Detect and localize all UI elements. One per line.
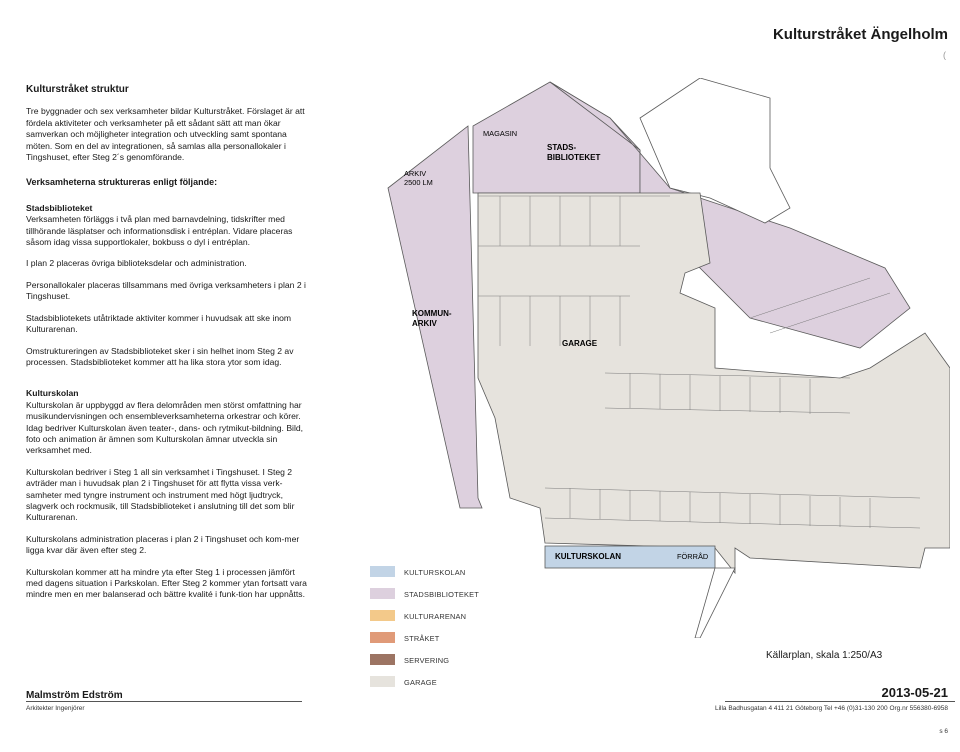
legend-swatch: [370, 654, 395, 665]
text-column: [26, 84, 308, 611]
intro-paragraph: Tre byggnader och sex verksamheter bildar Kulturstråket. Förslaget är att fördela aktiviteter och verksamheter på ett sådant sätt att man ökar samverkan och möjligheter integration och utveckling samt spontana möten. Som en del av integrationen, så samlas alla personallokaler i Tingshuset, efter Steg 2´s genomförande.: [26, 106, 305, 163]
legend-item-kulturskolan: [370, 566, 610, 580]
legend-label: STRÅKET: [404, 634, 440, 643]
legend-swatch: [370, 566, 395, 577]
legend-item-garage: [370, 676, 610, 690]
kulturskolan-paragraph-4: Kulturskolan kommer att ha mindre yta efter Steg 1 i processen jämfört med dagens situation i Parkskolan. Efter Steg 2 kommer ytan fortsatt vara mindre men en mer balanserad och bättre kvalité i funk-tion har uppnåtts.: [26, 566, 307, 600]
legend-item-stadsbiblioteket: [370, 588, 610, 602]
legend-swatch: [370, 610, 395, 621]
document-title: Kulturstråket Ängelholm: [772, 26, 948, 43]
corner-mark: (: [943, 50, 946, 60]
kulturskolan-heading: Kulturskolan: [26, 388, 79, 399]
arkiv-label-line1: ARKIV: [404, 169, 427, 178]
kulturskolan-paragraph-1: Kulturskolan är uppbyggd av flera delområden men störst omfattning har musikundervisningen och ensembleverksamheterna orkestrar och körer. Idag bedriver Kulturskolan även teater-, dans- och rytmikut-bildning. Bild, foto och animation är ämnen som Kulturskolan ämnar utveckla sin verksamhet med.: [26, 399, 304, 456]
kulturskolan-paragraph-2: Kulturskolan bedriver i Steg 1 all sin verksamhet i Tingshuset. I Steg 2 avträder man i huvudsak plan 2 i Tingshuset för att flytta vissa verk-samheter med tyngre instrument och instrument med högt ljudtryck, slagverk och rockmusik, till Stadsbiblioteket i anslutning till det som blir Kulturarenan.: [26, 466, 295, 523]
stadsbiblioteket-label-line1: STADS-: [547, 143, 577, 152]
section-heading: Kulturstråket struktur: [26, 84, 129, 95]
kulturskolan-label: KULTURSKOLAN: [555, 552, 622, 561]
legend-item-kulturarenan: [370, 610, 610, 624]
legend-swatch: [370, 632, 395, 643]
stadsbibliotek-heading: Stadsbiblioteket: [26, 202, 93, 213]
stadsbibliotek-paragraph-4: Stadsbibliotekets utåtriktade aktiviter kommer i huvudsak att ske inom Kulturarenan.: [26, 312, 292, 335]
forrad-label: FÖRRÅD: [677, 552, 709, 561]
magasin-label: MAGASIN: [483, 129, 518, 138]
stadsbibliotek-paragraph-5: Omstruktureringen av Stadsbiblioteket sker i sin helhet inom Steg 2 av processen. Stadsbiblioteket kommer att ha lika stora ytor som idag.: [26, 345, 294, 367]
legend-swatch: [370, 676, 395, 687]
kommunarkiv-label-line2: ARKIV: [412, 319, 437, 328]
legend-label: SERVERING: [404, 656, 450, 665]
footer-divider-left: [26, 701, 302, 702]
page-number: s 6: [939, 728, 948, 735]
legend-item-straket: [370, 632, 610, 646]
legend-label: GARAGE: [404, 678, 437, 687]
kommunarkiv-label-line1: KOMMUN-: [412, 309, 452, 318]
legend-item-servering: [370, 654, 610, 668]
legend-swatch: [370, 588, 395, 599]
firm-name: Malmström Edström: [26, 690, 123, 701]
stadsbibliotek-paragraph-3: Personallokaler placeras tillsammans med övriga verksamheters i plan 2 i Tingshuset.: [26, 279, 306, 302]
stadsbiblioteket-label-line2: BIBLIOTEKET: [547, 153, 601, 162]
footer-divider-right: [725, 701, 955, 702]
firm-subtitle: Arkitekter Ingenjörer: [26, 705, 85, 712]
floor-plan: [370, 78, 950, 638]
stadsbibliotek-paragraph-1: Verksamheten förläggs i två plan med barnavdelning, tidskrifter med tillhörande läsplatser och informationsdisk i entréplan. Vidare placeras såsom idag vissa supportlokaler, bokbuss o dyl i entréplan.: [26, 214, 293, 248]
legend-label: KULTURSKOLAN: [404, 568, 466, 577]
stadsbibliotek-paragraph-2: I plan 2 placeras övriga biblioteksdelar och administration.: [26, 258, 247, 269]
kulturskolan-paragraph-3: Kulturskolans administration placeras i plan 2 i Tingshuset och kom-mer ligga kvar där även efter steg 2.: [26, 533, 300, 556]
firm-address: Lilla Badhusgatan 4 411 21 Göteborg Tel +46 (0)31-130 200 Org.nr 556380-6958: [714, 705, 948, 712]
arkiv-label-line2: 2500 LM: [404, 178, 433, 187]
document-date: 2013-05-21: [881, 685, 948, 700]
ramp-wedge: [695, 568, 735, 638]
scale-caption: Källarplan, skala 1:250/A3: [766, 650, 883, 661]
legend-label: STADSBIBLIOTEKET: [404, 590, 479, 599]
legend-label: KULTURARENAN: [404, 612, 467, 621]
structure-subheading: Verksamheterna struktureras enligt följande:: [26, 177, 218, 188]
garage-label: GARAGE: [562, 339, 598, 348]
